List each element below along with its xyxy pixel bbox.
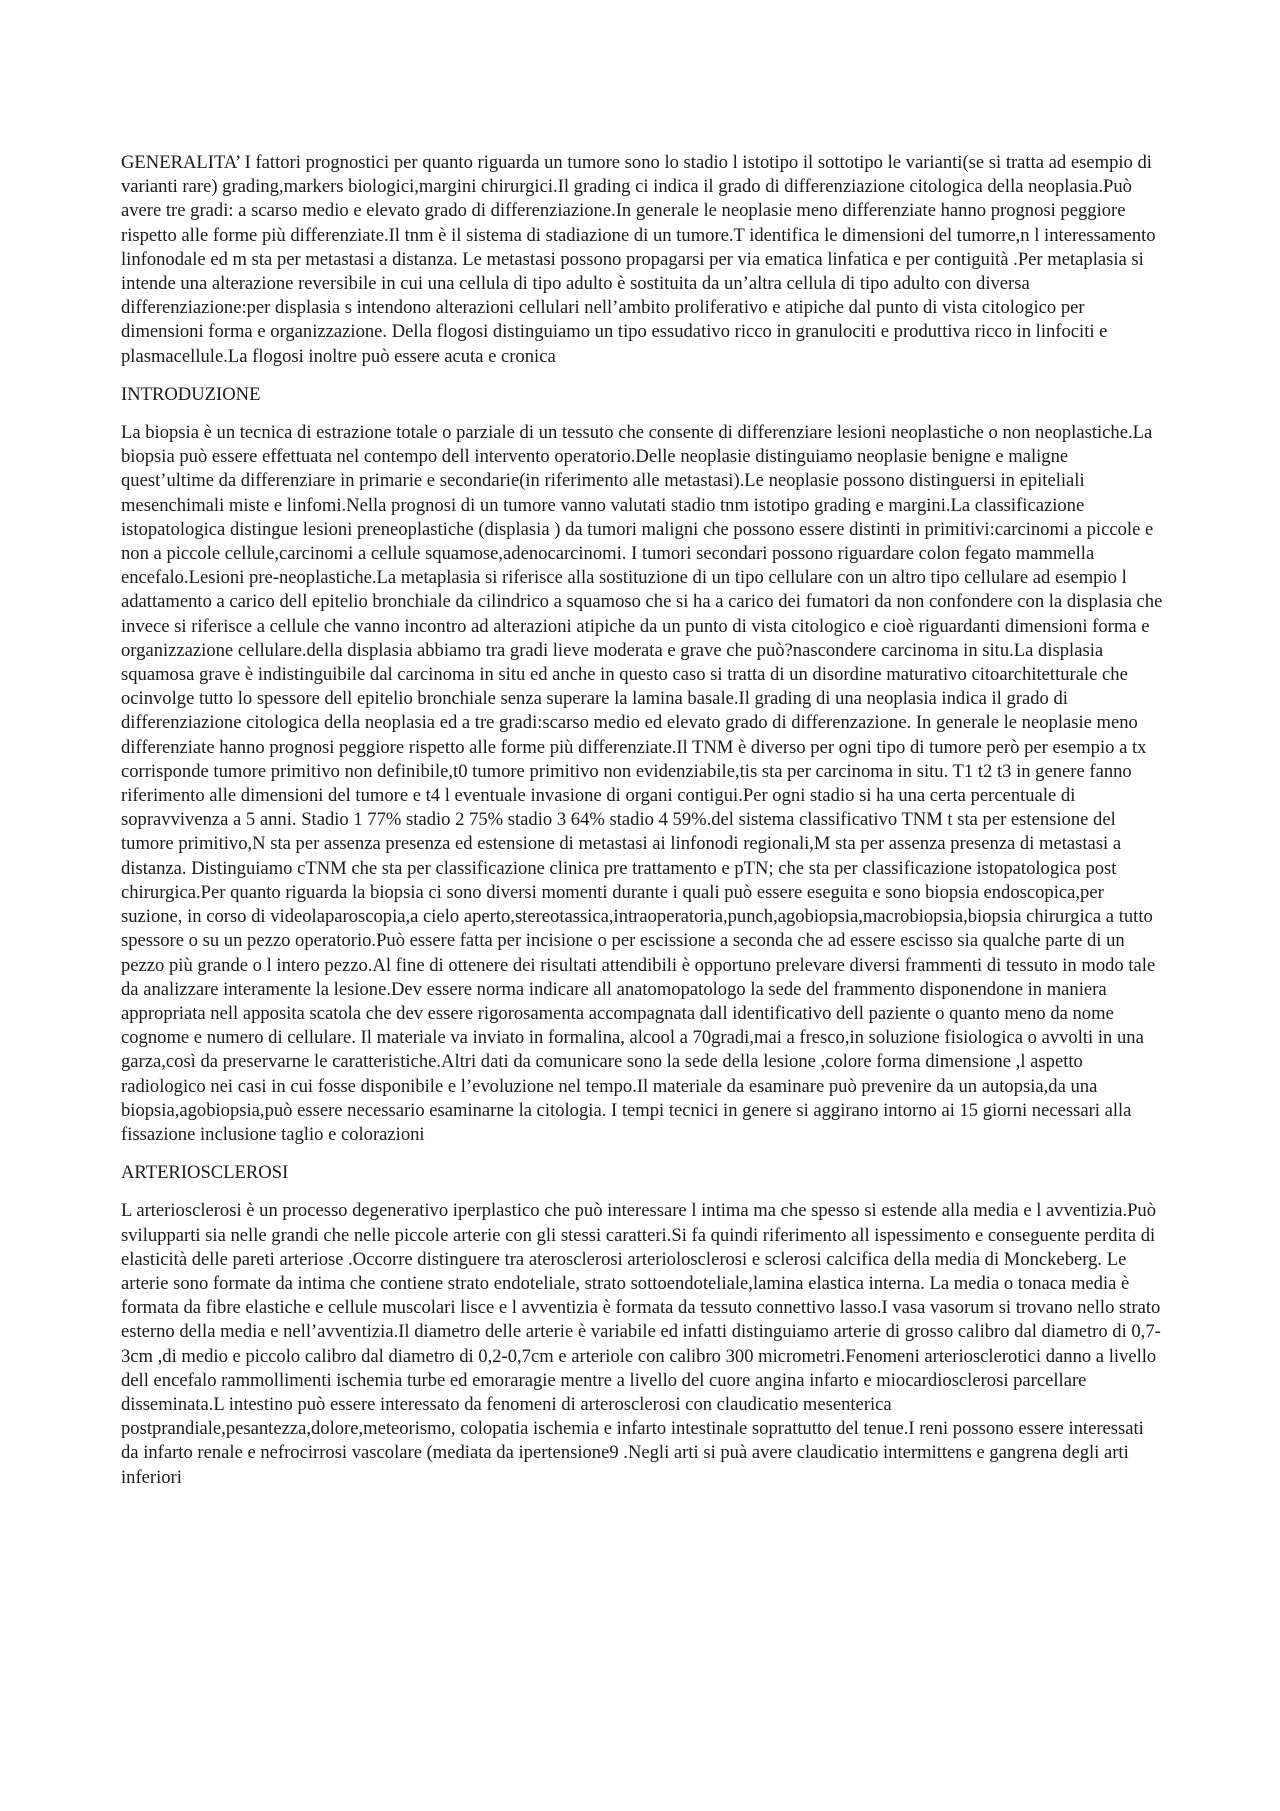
section-heading-introduzione: INTRODUZIONE bbox=[121, 383, 261, 405]
section-heading-arteriosclerosi: ARTERIOSCLEROSI bbox=[121, 1162, 289, 1184]
document-body bbox=[121, 151, 1164, 1504]
paragraph-generalita: GENERALITA’ I fattori prognostici per quanto riguarda un tumore sono lo stadio l istotipo il sottotipo le varianti(se si tratta ad esempio di varianti rare) grading,markers biologici,margini chirurgici.Il grading ci indica il grado di differenziazione citologica della neoplasia.Può avere tre gradi: a scarso medio e elevato grado di differenziazione.In generale le neoplasie meno differenziate hanno prognosi peggiore rispetto alle forme più differenziate.Il tnm è il sistema di stadiazione di un tumore.T identifica le dimensioni del tumorre,n l interessamento linfonodale ed m sta per metastasi a distanza. Le metastasi possono propagarsi per via ematica linfatica e per contiguità .Per metaplasia si intende una alterazione reversibile in cui una cellula di tipo adulto è sostituita da un’altra cellula di tipo adulto con diversa differenziazione:per displasia s intendono alterazioni cellulari nell’ambito proliferativo e atipiche dal punto di vista citologico per dimensioni forma e organizzazione. Della flogosi distinguiamo un tipo essudativo ricco in granulociti e produttiva ricco in linfociti e plasmacellule.La flogosi inoltre può essere acuta e cronica bbox=[121, 152, 1156, 367]
paragraph-arteriosclerosi: L arteriosclerosi è un processo degenerativo iperplastico che può interessare l intima ma che spesso si estende alla media e l avventizia.Può svilupparti sia nelle grandi che nelle piccole arterie con gli stessi caratteri.Si fa quindi riferimento all ispessimento e conseguente perdita di elasticità delle pareti arteriose .Occorre distinguere tra aterosclerosi arteriolosclerosi e sclerosi calcifica della media di Monckeberg. Le arterie sono formate da intima che contiene strato endoteliale, strato sottoendoteliale,lamina elastica interna. La media o tonaca media è formata da fibre elastiche e cellule muscolari lisce e l avventizia è formata da tessuto connettivo lasso.I vasa vasorum si trovano nello strato esterno della media e nell’avventizia.Il diametro delle arterie è variabile ed infatti distinguiamo arterie di grosso calibro dal diametro di 0,7-3cm ,di medio e piccolo calibro dal diametro di 0,2-0,7cm e arteriole con calibro 300 micrometri.Fenomeni arteriosclerotici danno a livello dell encefalo rammollimenti ischemia turbe ed emoraragie mentre a livello del cuore angina infarto e miocardiosclerosi parcellare disseminata.L intestino può essere interessato da fenomeni di arterosclerosi con claudicatio mesenterica postprandiale,pesantezza,dolore,meteorismo, colopatia ischemia e infarto intestinale soprattutto del tenue.I reni possono essere interessati da infarto renale e nefrocirrosi vascolare (mediata da ipertensione9 .Negli arti si puà avere claudicatio intermittens e gangrena degli arti inferiori bbox=[121, 1200, 1161, 1488]
paragraph-introduzione: La biopsia è un tecnica di estrazione totale o parziale di un tessuto che consente di differenziare lesioni neoplastiche o non neoplastiche.La biopsia può essere effettuata nel contempo dell intervento operatorio.Delle neoplasie distinguiamo neoplasie benigne e maligne quest’ultime da differenziare in primarie e secondarie(in riferimento alle metastasi).Le neoplasie possono distinguersi in epiteliali mesenchimali miste e linfomi.Nella prognosi di un tumore vanno valutati stadio tnm istotipo grading e margini.La classificazione istopatologica distingue lesioni preneoplastiche (displasia ) da tumori maligni che possono essere distinti in primitivi:carcinomi a piccole e non a piccole cellule,carcinomi a cellule squamose,adenocarcinomi. I tumori secondari possono riguardare colon fegato mammella encefalo.Lesioni pre-neoplastiche.La metaplasia si riferisce alla sostituzione di un tipo cellulare con un altro tipo cellulare ad esempio l adattamento a carico dell epitelio bronchiale da cilindrico a squamoso che si ha a carico dei fumatori da non confondere con la displasia che invece si riferisce a cellule che vanno incontro ad alterazioni atipiche da un punto di vista citologico e cioè riguardanti dimensioni forma e organizzazione cellulare.della displasia abbiamo tra gradi lieve moderata e grave che può?nascondere carcinoma in situ.La displasia squamosa grave è indistinguibile dal carcinoma in situ ed anche in questo caso si tratta di un disordine maturativo citoarchitetturale che ocinvolge tutto lo spessore dell epitelio bronchiale senza superare la lamina basale.Il grading di una neoplasia indica il grado di differenziazione citologica della neoplasia ed a tre gradi:scarso medio ed elevato grado di differenzazione. In generale le neoplasie meno differenziate hanno prognosi peggiore rispetto alle forme più differenziate.Il TNM è diverso per ogni tipo di tumore però per esempio a tx corrisponde tumore primitivo non definibile,t0 tumore primitivo non evidenziabile,tis sta per carcinoma in situ. T1 t2 t3 in genere fanno riferimento alle dimensioni del tumore e t4 l eventuale invasione di organi contigui.Per ogni stadio si ha una certa percentuale di sopravvivenza a 5 anni. Stadio 1 77% stadio 2 75% stadio 3 64% stadio 4 59%.del sistema classificativo TNM t sta per estensione del tumore primitivo,N sta per assenza presenza ed estensione di metastasi ai linfonodi regionali,M sta per assenza presenza di metastasi a distanza. Distinguiamo cTNM che sta per classificazione clinica pre trattamento e pTN; che sta per classificazione istopatologica post chirurgica.Per quanto riguarda la biopsia ci sono diversi momenti durante i quali può essere eseguita e sono biopsia endoscopica,per suzione, in corso di videolaparoscopia,a cielo aperto,stereotassica,intraoperatoria,punch,agobiopsia,macrobiopsia,biopsia chirurgica a tutto spessore o su un pezzo operatorio.Può essere fatta per incisione o per escissione a seconda che ad essere escisso sia qualche parte di un pezzo più grande o l intero pezzo.Al fine di ottenere dei risultati attendibili è opportuno prelevare diversi frammenti di tessuto in modo tale da analizzare interamente la lesione.Dev essere norma indicare all anatomopatologo la sede del frammento disponendone in maniera appropriata nell apposita scatola che dev essere rigorosamenta accompagnata dall identificativo dell paziente o quanto meno da nome cognome e numero di cellulare. Il materiale va inviato in formalina, alcool a 70gradi,mai a fresco,in soluzione fisiologica o avvolti in una garza,così da preservarne le caratteristiche.Altri dati da comunicare sono la sede della lesione ,colore forma dimensione ,l aspetto radiologico nei casi in cui fosse disponibile e l’evoluzione nel tempo.Il materiale da esaminare può prevenire da un autopsia,da una biopsia,agobiopsia,può essere necessario esaminarne la citologia. I tempi tecnici in genere si aggirano intorno ai 15 giorni necessari alla fissazione inclusione taglio e colorazioni bbox=[121, 422, 1163, 1145]
